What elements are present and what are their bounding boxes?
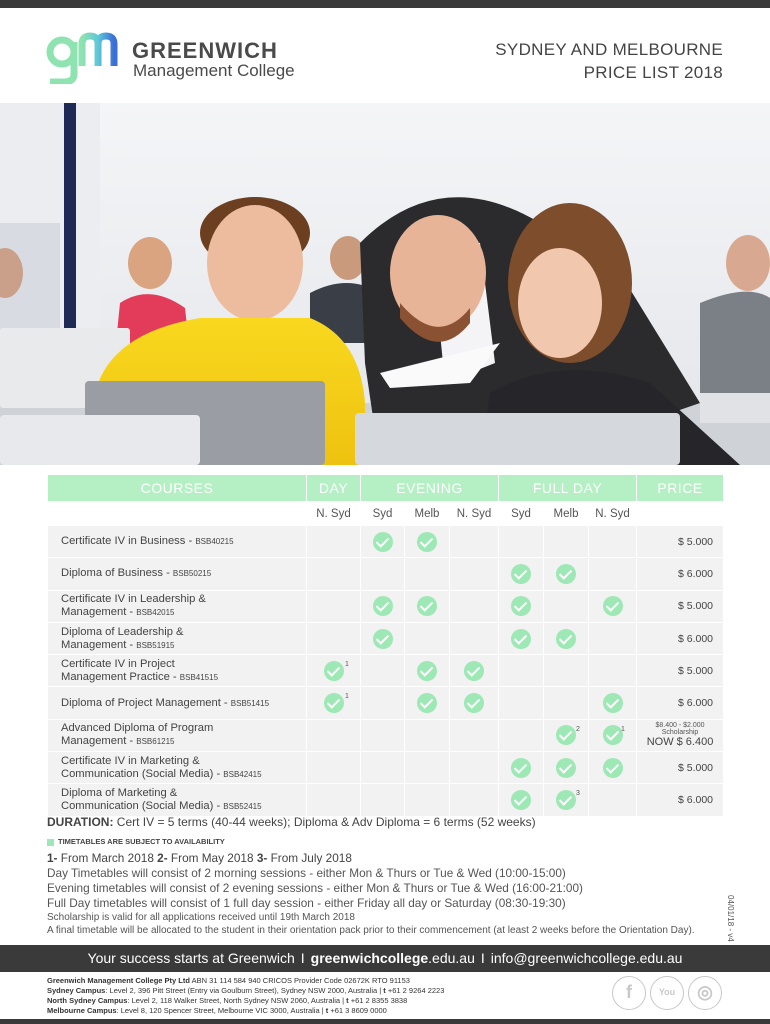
subheader-evening-melb: Melb: [405, 502, 450, 526]
availability-cell: [544, 590, 589, 622]
availability-cell: [499, 558, 544, 590]
course-line-1: Certificate IV in Marketing &: [61, 754, 200, 767]
availability-cell: [544, 558, 589, 590]
header-courses: COURSES: [48, 475, 307, 502]
course-name: [48, 590, 307, 622]
availability-cell: [307, 655, 361, 687]
check-icon: [324, 661, 344, 681]
course-name: [48, 622, 307, 654]
course-code: BSB41515: [179, 672, 219, 682]
campus-phone: +61 2 9264 2223: [385, 986, 445, 995]
course-price: $ 6.000: [637, 622, 724, 654]
phone-label: t: [383, 986, 386, 995]
bottom-bar: [0, 1019, 770, 1024]
course-code: BSB52415: [223, 802, 262, 812]
course-line-2-text: Management -: [61, 606, 137, 619]
campus-phone: +61 2 8355 3838: [348, 996, 408, 1005]
availability-cell: [544, 687, 589, 719]
campus-name: Sydney Campus: [47, 986, 106, 995]
phone-label: t: [325, 1006, 329, 1015]
course-line-2-text: Management -: [61, 638, 137, 651]
course-code: BSB42415: [223, 769, 262, 779]
course-line-2: [61, 606, 306, 619]
course-name: [48, 784, 307, 816]
check-icon: [556, 758, 576, 778]
table-row: [48, 590, 724, 622]
campus-north-sydney: [47, 996, 444, 1006]
check-icon: [373, 629, 393, 649]
campus-address: : Level 2, 396 Pitt Street (Entry via Goulburn Street), Sydney NSW 2000, Australia |: [105, 986, 384, 995]
availability-cell: [499, 590, 544, 622]
duration-label: DURATION:: [47, 815, 114, 829]
phone-label: t: [346, 996, 349, 1005]
footnote-marker: 3: [576, 790, 580, 798]
course-price: [637, 719, 724, 751]
course-name: [48, 558, 307, 590]
course-line-2: [61, 768, 306, 781]
website-bold: greenwichcollege: [310, 950, 429, 966]
course-price: $ 5.000: [637, 752, 724, 784]
check-icon: [556, 564, 576, 584]
availability-cell: [405, 719, 450, 751]
website-link[interactable]: [311, 950, 475, 966]
availability-cell: [544, 752, 589, 784]
course-line-1: Certificate IV in Project: [61, 657, 175, 670]
availability-cell: [589, 655, 637, 687]
check-icon: [417, 693, 437, 713]
scholarship-note: Scholarship is valid for all applications received until 19th March 2018: [47, 912, 355, 923]
availability-cell: [405, 687, 450, 719]
title-line-2: PRICE LIST 2018: [583, 63, 723, 82]
check-icon: [511, 629, 531, 649]
page-title: [495, 38, 723, 84]
check-icon: [556, 790, 576, 810]
availability-cell: [589, 526, 637, 558]
course-code: BSB61215: [136, 737, 175, 747]
check-icon: [603, 758, 623, 778]
course-line-1: Certificate IV in Leadership &: [61, 593, 206, 606]
availability-cell: [450, 622, 499, 654]
availability-cell: [361, 687, 405, 719]
course-price: $ 6.000: [637, 687, 724, 719]
campus-address: : Level 8, 120 Spencer Street, Melbourne VIC 3000, Australia |: [116, 1006, 326, 1015]
logo-name: GREENWICH: [132, 38, 278, 63]
table-subheader-row: [48, 502, 724, 526]
college-logo[interactable]: [44, 30, 295, 86]
email-link[interactable]: info@greenwichcollege.edu.au: [490, 950, 683, 966]
availability-cell: [405, 784, 450, 816]
availability-cell: [405, 558, 450, 590]
footnote-marker: 1: [345, 693, 349, 701]
availability-cell: [499, 719, 544, 751]
check-icon: [556, 725, 576, 745]
availability-note: [47, 837, 737, 846]
instagram-icon[interactable]: ◎: [688, 976, 722, 1010]
scholarship-label: Scholarship: [661, 729, 699, 737]
subheader-fullday-nsyd: N. Syd: [589, 502, 637, 526]
availability-cell: [307, 526, 361, 558]
availability-cell: [307, 558, 361, 590]
availability-text: TIMETABLES ARE SUBJECT TO AVAILABILITY: [58, 837, 225, 846]
course-line-1: Diploma of Project Management -: [61, 696, 231, 709]
campus-sydney: [47, 986, 444, 996]
campus-name: North Sydney Campus: [47, 996, 128, 1005]
check-icon: [373, 596, 393, 616]
availability-cell: [589, 784, 637, 816]
course-line-2-text: Management Practice -: [61, 670, 180, 683]
course-line-1: Certificate IV in Business -: [61, 535, 196, 548]
footnote-marker: 2: [576, 725, 580, 733]
subheader-fullday-syd: Syd: [499, 502, 544, 526]
fullday-timetable-note: Full Day timetables will consist of 1 full day session - either Friday all day or Saturday (08:30-19:30): [47, 896, 566, 910]
course-name: [48, 687, 307, 719]
term-3-text: From July 2018: [267, 851, 352, 865]
check-icon: [603, 725, 623, 745]
term-3-num: 3-: [256, 851, 268, 865]
tagline: Your success starts at Greenwich: [87, 950, 295, 966]
availability-cell: [405, 655, 450, 687]
availability-cell: [499, 622, 544, 654]
course-line-2-text: Management -: [61, 735, 137, 748]
availability-cell: [307, 752, 361, 784]
table-row: [48, 526, 724, 558]
availability-cell: [544, 655, 589, 687]
table-row: [48, 687, 724, 719]
hero-photo: [0, 103, 770, 465]
availability-cell: [307, 687, 361, 719]
course-code: BSB51915: [136, 640, 175, 650]
course-name: [48, 655, 307, 687]
course-price: $ 6.000: [637, 558, 724, 590]
subheader-evening-nsyd: N. Syd: [450, 502, 499, 526]
availability-cell: [361, 655, 405, 687]
availability-cell: [544, 784, 589, 816]
availability-cell: [405, 622, 450, 654]
availability-cell: [589, 558, 637, 590]
subheader-fullday-melb: Melb: [544, 502, 589, 526]
table-row: [48, 784, 724, 816]
availability-cell: [361, 719, 405, 751]
course-name: [48, 526, 307, 558]
table-row: [48, 558, 724, 590]
youtube-icon[interactable]: You: [650, 976, 684, 1010]
course-line-2: [61, 639, 306, 652]
availability-cell: [544, 622, 589, 654]
bullet-square-icon: [47, 839, 54, 846]
duration-note: [47, 815, 536, 829]
top-bar: [0, 0, 770, 8]
footnote-marker: 1: [621, 725, 625, 733]
check-icon: [511, 758, 531, 778]
duration-text: Cert IV = 5 terms (40-44 weeks); Diploma & Adv Diploma = 6 terms (52 weeks): [113, 815, 536, 829]
course-code: BSB50215: [172, 569, 212, 579]
availability-cell: [450, 687, 499, 719]
course-code: BSB42015: [136, 608, 175, 618]
availability-cell: [361, 526, 405, 558]
check-icon: [603, 596, 623, 616]
availability-cell: [499, 752, 544, 784]
course-name: [48, 752, 307, 784]
company-details: ABN 31 114 584 940 CRICOS Provider Code 02672K RTO 91153: [189, 976, 410, 985]
separator: I: [480, 950, 485, 966]
availability-cell: [499, 784, 544, 816]
course-name: [48, 719, 307, 751]
term-dates: [47, 851, 737, 866]
course-line-1: Diploma of Business -: [61, 567, 173, 580]
timetable-notes: [47, 837, 737, 937]
course-line-2-text: Communication (Social Media) -: [61, 800, 224, 813]
header-evening: EVENING: [361, 475, 499, 502]
course-line-2-text: Communication (Social Media) -: [61, 767, 224, 780]
original-price: $8.400 - $2.000: [655, 722, 705, 730]
check-icon: [464, 693, 484, 713]
footer-bar: [0, 945, 770, 972]
check-icon: [417, 532, 437, 552]
campus-phone: +61 3 8609 0000: [328, 1006, 387, 1015]
campus-address: : Level 2, 118 Walker Street, North Sydney NSW 2060, Australia |: [127, 996, 347, 1005]
check-icon: [373, 532, 393, 552]
availability-cell: [499, 655, 544, 687]
course-line-1: Advanced Diploma of Program: [61, 722, 214, 735]
availability-cell: [450, 526, 499, 558]
availability-cell: [589, 622, 637, 654]
check-icon: [417, 596, 437, 616]
check-icon: [511, 596, 531, 616]
course-line-2: [61, 800, 306, 813]
facebook-icon[interactable]: f: [612, 976, 646, 1010]
footer-addresses: [47, 976, 444, 1016]
check-icon: [511, 564, 531, 584]
check-icon: [464, 661, 484, 681]
table-row: [48, 752, 724, 784]
term-1-num: 1-: [47, 851, 58, 865]
availability-cell: [499, 526, 544, 558]
availability-cell: [450, 558, 499, 590]
website-rest: .edu.au: [428, 950, 475, 966]
company-line: [47, 976, 444, 986]
title-line-1: SYDNEY AND MELBOURNE: [495, 40, 723, 59]
term-1-text: From March 2018: [57, 851, 158, 865]
availability-cell: [589, 687, 637, 719]
discounted-price: NOW $ 6.400: [646, 736, 714, 749]
table-row: [48, 622, 724, 654]
subheader-day-nsyd: N. Syd: [307, 502, 361, 526]
availability-cell: [450, 590, 499, 622]
evening-timetable-note: Evening timetables will consist of 2 evening sessions - either Mon & Thurs or Tue & Wed (16:00-21:00): [47, 881, 583, 895]
availability-cell: [405, 526, 450, 558]
check-icon: [556, 629, 576, 649]
availability-cell: [450, 752, 499, 784]
check-icon: [324, 693, 344, 713]
version-label: 04/01/18 - v4: [726, 895, 735, 942]
separator: I: [300, 950, 305, 966]
table-row: [48, 655, 724, 687]
availability-cell: [450, 719, 499, 751]
campus-name: Melbourne Campus: [47, 1006, 117, 1015]
final-timetable-note: A final timetable will be allocated to the student in their orientation pack prior to their commencement (at least 2 weeks before the Orientation Day).: [47, 925, 695, 936]
course-line-1: Diploma of Leadership &: [61, 625, 184, 638]
availability-cell: [589, 752, 637, 784]
logo-subtitle: Management College: [133, 61, 295, 80]
course-price: $ 5.000: [637, 590, 724, 622]
availability-cell: [405, 590, 450, 622]
availability-cell: [361, 590, 405, 622]
availability-cell: [450, 784, 499, 816]
availability-cell: [361, 558, 405, 590]
availability-cell: [361, 784, 405, 816]
availability-cell: [307, 719, 361, 751]
footnote-marker: 1: [345, 661, 349, 669]
campus-melbourne: [47, 1006, 444, 1016]
table-row: [48, 719, 724, 751]
header-day: DAY: [307, 475, 361, 502]
subheader-evening-syd: Syd: [361, 502, 405, 526]
course-price: $ 5.000: [637, 655, 724, 687]
availability-cell: [544, 526, 589, 558]
availability-cell: [450, 655, 499, 687]
availability-cell: [589, 719, 637, 751]
term-2-num: 2-: [157, 851, 168, 865]
availability-cell: [499, 687, 544, 719]
classroom-photo: [0, 103, 770, 465]
availability-cell: [544, 719, 589, 751]
course-code: BSB51415: [230, 698, 270, 708]
check-icon: [417, 661, 437, 681]
availability-cell: [405, 752, 450, 784]
header-price: PRICE: [637, 475, 724, 502]
check-icon: [603, 693, 623, 713]
course-price: $ 6.000: [637, 784, 724, 816]
availability-cell: [589, 590, 637, 622]
course-line-2: [61, 671, 306, 684]
availability-cell: [307, 590, 361, 622]
course-price: $ 5.000: [637, 526, 724, 558]
gm-logo-icon: [44, 30, 124, 84]
course-line-2: [61, 735, 306, 748]
course-code: BSB40215: [195, 537, 234, 547]
availability-cell: [361, 752, 405, 784]
availability-cell: [307, 622, 361, 654]
price-table: [47, 474, 724, 817]
header-full-day: FULL DAY: [499, 475, 637, 502]
table-header-row: [48, 475, 724, 502]
check-icon: [511, 790, 531, 810]
company-name: Greenwich Management College Pty Ltd: [47, 976, 190, 985]
term-2-text: From May 2018: [167, 851, 257, 865]
availability-cell: [361, 622, 405, 654]
availability-cell: [307, 784, 361, 816]
course-line-1: Diploma of Marketing &: [61, 787, 178, 800]
day-timetable-note: Day Timetables will consist of 2 morning sessions - either Mon & Thurs or Tue & Wed (10:00-15:00): [47, 866, 566, 880]
